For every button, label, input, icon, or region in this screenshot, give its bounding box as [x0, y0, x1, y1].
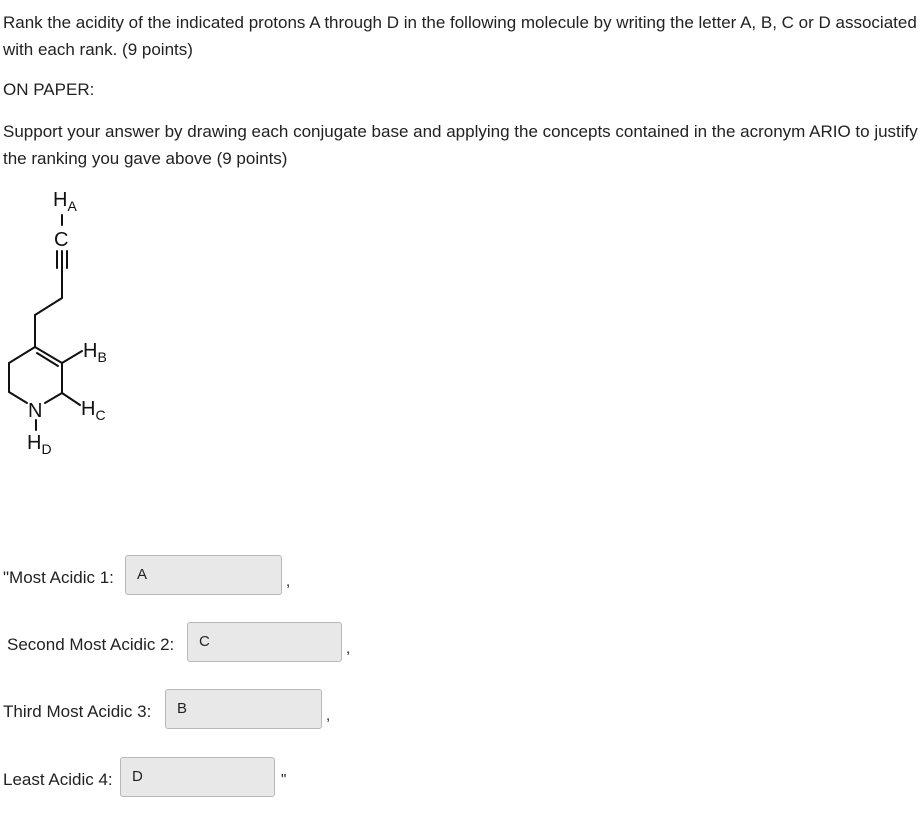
second-most-acidic-input[interactable]: C — [187, 622, 342, 662]
bond-hb — [62, 351, 82, 363]
support-instructions: Support your answer by drawing each conjugate base and applying the concepts contained in the acronym ARIO to justify the ranking you gave above (9 points) — [3, 122, 918, 168]
nitrogen-label: N — [28, 400, 43, 422]
separator: , — [286, 573, 291, 590]
most-acidic-input[interactable]: A — [125, 555, 282, 595]
separator: , — [326, 707, 331, 724]
h-a-label: $H_A$ — [53, 189, 77, 214]
h-c-label: $H_C$ — [81, 398, 106, 423]
answer-label: Least Acidic 4: — [3, 770, 113, 789]
ring-bond-c3-c4 — [9, 347, 35, 363]
on-paper-label: ON PAPER: — [3, 80, 95, 99]
carbon-label: C — [54, 229, 69, 251]
answer-label: Second Most Acidic 2: — [7, 635, 175, 654]
least-acidic-input[interactable]: D — [120, 757, 275, 797]
answer-label: "Most Acidic 1: — [3, 568, 114, 587]
h-b-label: $H_B$ — [83, 340, 107, 365]
question-text: Rank the acidity of the indicated protons A through D in the following molecule by writing the letter A, B, C or D associated with each rank. (9 points) — [3, 13, 917, 59]
bond-chain-2 — [35, 298, 62, 315]
molecule-diagram — [0, 185, 160, 465]
third-most-acidic-input[interactable]: B — [165, 689, 322, 729]
ring-bond-n-c2 — [45, 393, 62, 403]
answer-label: Third Most Acidic 3: — [3, 702, 152, 721]
bond-hc — [62, 393, 80, 405]
separator: , — [346, 640, 351, 657]
separator: " — [281, 771, 287, 788]
h-d-label: $H_D$ — [27, 432, 52, 457]
ring-bond-c5-n — [9, 392, 27, 403]
